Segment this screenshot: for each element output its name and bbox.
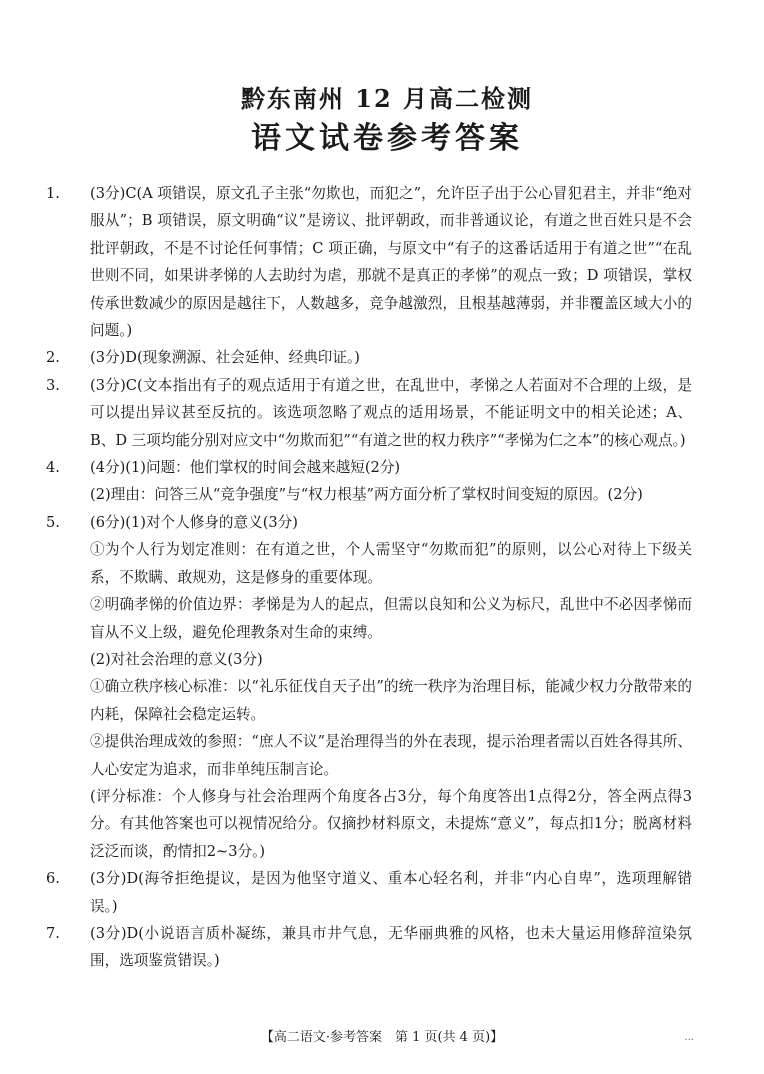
question-number: 3. — [46, 376, 60, 394]
answer-item — [46, 372, 692, 454]
answer-text: (4分)(1)问题：他们掌权的时间会越来越短(2分) — [90, 459, 401, 477]
answer-subitem: ②明确孝悌的价值边界：孝悌是为人的起点，但需以良知和公义为标尺，乱世中不必因孝悌而盲从不义上级，避免伦理教条对生命的束缚。 — [90, 596, 692, 641]
question-number: 6. — [46, 870, 60, 888]
answer-subitem: ②提供治理成效的参照：“庶人不议”是治理得当的外在表现，提示治理者需以百姓各得其所、人心安定为追求，而非单纯压制言论。 — [90, 733, 692, 778]
answer-text: (3分)C(A 项错误，原文孔子主张“勿欺也，而犯之”，允许臣子出于公心冒犯君主，并非“绝对服从”；B 项错误，原文明确“议”是谤议、批评朝政，而非普通议论，有道之世百姓只是不会批评朝政，不是不讨论任何事情；C 项正确，与原文中“有子的这番话适用于有道之世”“在乱世则不同，如果讲孝悌的人去助纣为虐，那就不是真正的孝悌”的观点一致；D 项错误，掌权传承世数减少的原因是越往下，人数越多，竞争越激烈，且根基越薄弱，并非覆盖区域大小的问题。) — [90, 185, 692, 340]
answer-item — [46, 920, 692, 975]
answer-text: (3分)D(小说语言质朴凝练，兼具市井气息，无华丽典雅的风格，也未大量运用修辞渲染氛围，选项鉴赏错误。) — [90, 924, 692, 970]
answer-subitem: ①确立秩序核心标准：以“礼乐征伐自天子出”的统一秩序为治理目标，能减少权力分散带来的内耗，保障社会稳定运转。 — [90, 678, 692, 723]
answer-subitem: ①为个人行为划定准则：在有道之世，个人需坚守“勿欺而犯”的原则，以公心对待上下级关系，不欺瞒、敢规劝，这是修身的重要体现。 — [90, 541, 692, 586]
footer-mark: ... — [684, 1032, 694, 1043]
answer-subitem: (2)理由：问答三从“竞争强度”与“权力根基”两方面分析了掌权时间变短的原因。(2分) — [90, 486, 643, 504]
answer-text: (3分)D(海爷拒绝提议，是因为他坚守道义、重本心轻名利，并非“内心自卑”，选项理解错误。) — [90, 870, 692, 915]
question-number: 4. — [46, 459, 60, 477]
question-number: 7. — [46, 924, 60, 942]
exam-title: 黔东南州 12 月高二检测 — [240, 84, 534, 113]
question-number: 5. — [46, 513, 60, 531]
answer-text: (3分)C(文本指出有子的观点适用于有道之世，在乱世中，孝悌之人若面对不合理的上级，是可以提出异议甚至反抗的。该选项忽略了观点的适用场景，不能证明文中的相关论述；A、B、D 三项均能分别对应文中“勿欺而犯”“有道之世的权力秩序”“孝悌为仁之本”的核心观点。) — [90, 376, 692, 449]
answer-item — [46, 865, 692, 920]
answer-item — [46, 454, 692, 481]
answer-text: (3分)D(现象溯源、社会延伸、经典印证。) — [90, 349, 360, 367]
answer-item — [46, 180, 692, 344]
answer-subitem: (2)对社会治理的意义(3分) — [90, 650, 263, 668]
scoring-criteria: (评分标准：个人修身与社会治理两个角度各占3分，每个角度答出1点得2分，答全两点得3分。有其他答案也可以视情况给分。仅摘抄材料原文，未提炼“意义”，每点扣1分；脱离材料泛泛而谈，酌情扣2~3分。) — [90, 787, 692, 860]
answer-item — [46, 344, 692, 371]
answer-item — [46, 509, 692, 536]
answer-text: (6分)(1)对个人修身的意义(3分) — [90, 513, 298, 531]
question-number: 1. — [46, 185, 60, 202]
page-footer: 【高二语文·参考答案 第 1 页(共 4 页)】 — [260, 1030, 504, 1045]
question-number: 2. — [46, 349, 60, 367]
answer-list — [46, 180, 692, 975]
document-title: 语文试卷参考答案 — [251, 121, 523, 156]
